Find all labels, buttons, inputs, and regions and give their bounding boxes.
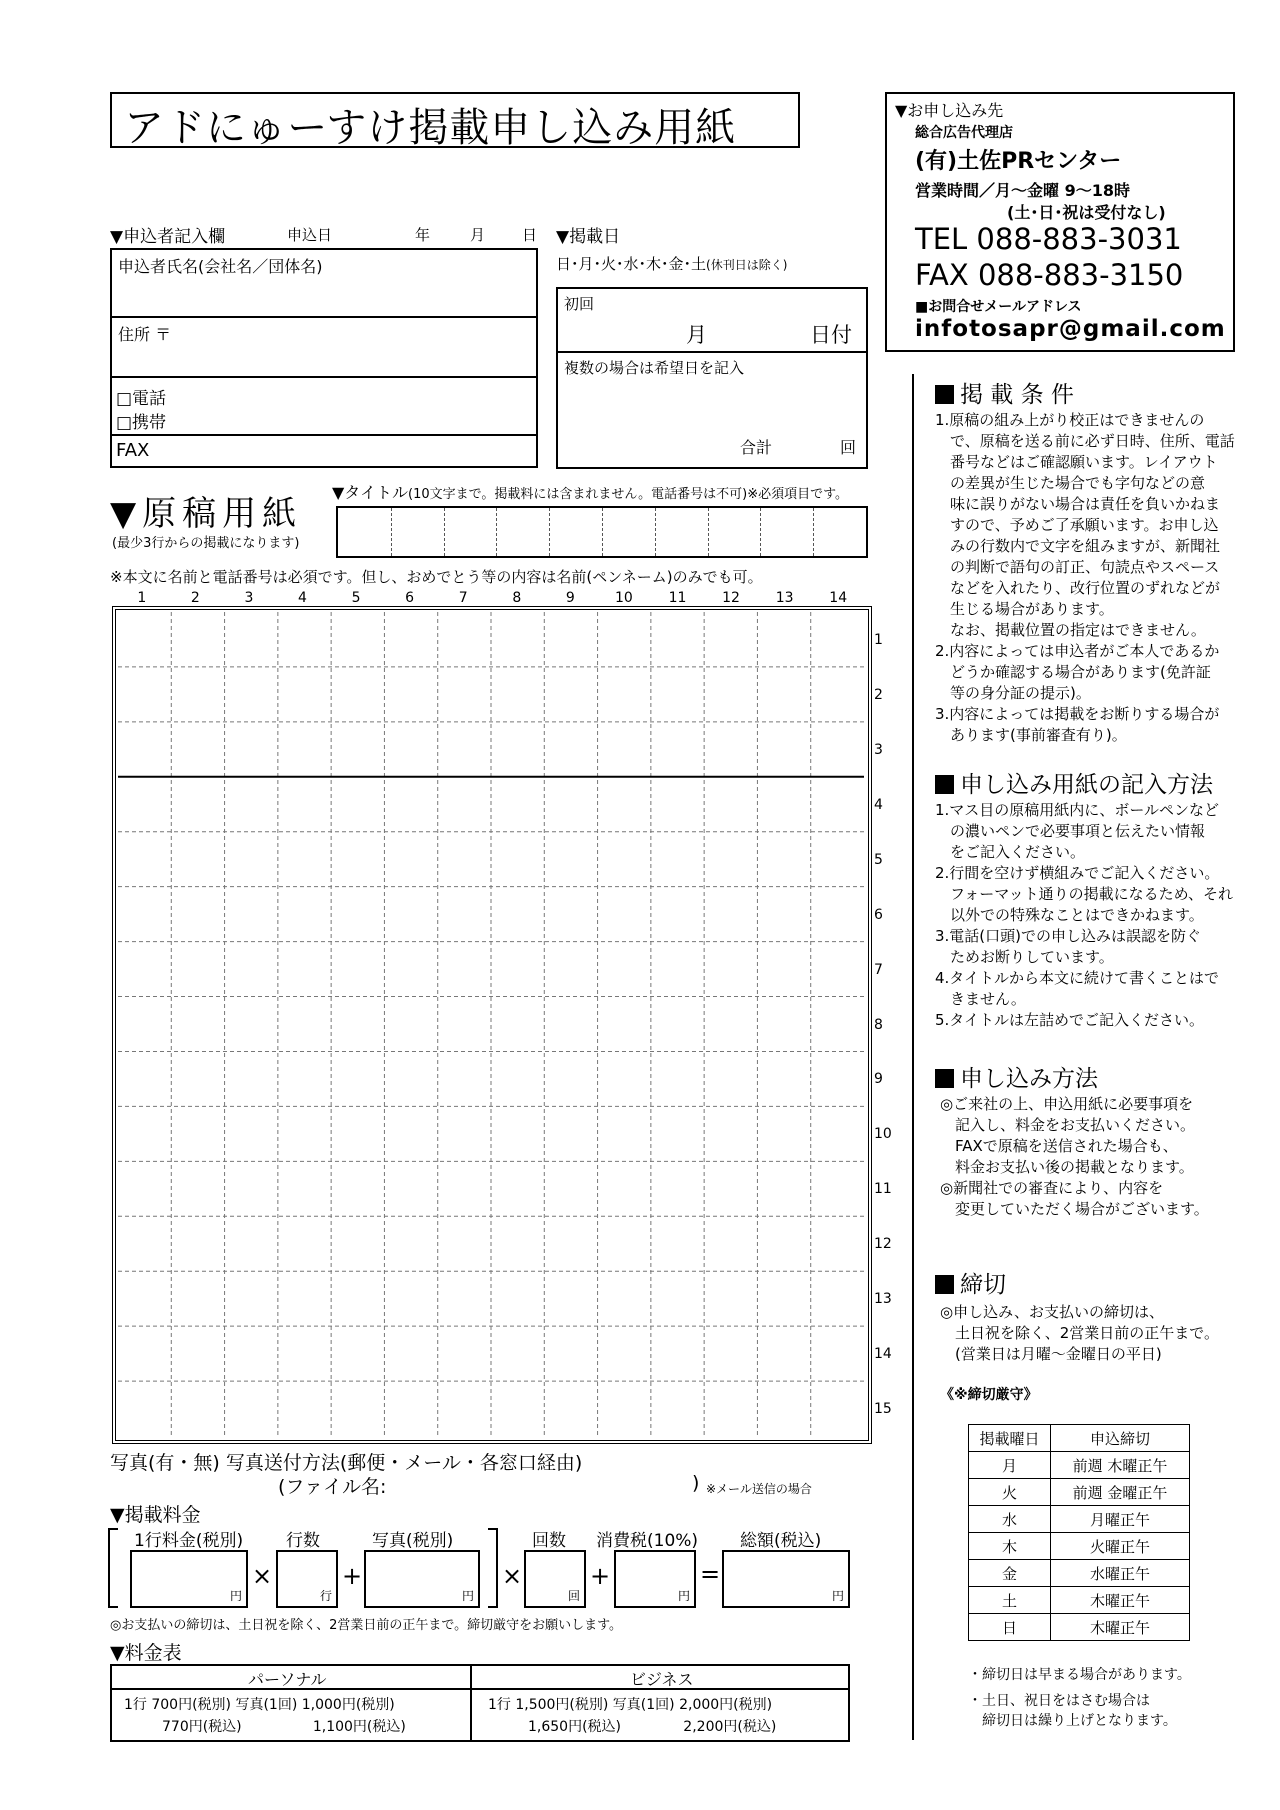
times-unit: 回 xyxy=(567,1589,580,1603)
row-number: 8 xyxy=(874,1016,883,1033)
multiple-dates-label: 複数の場合は希望日を記入 xyxy=(564,359,745,377)
conditions-header xyxy=(935,376,1074,409)
title-label-line xyxy=(332,480,848,503)
deadline-table-cell: 前週 木曜正午 xyxy=(1050,1452,1189,1479)
row-number: 2 xyxy=(874,686,883,703)
business-line1: 1行 1,500円(税別) 写真(1回) 2,000円(税別) xyxy=(488,1697,773,1713)
column-number: 4 xyxy=(298,590,307,606)
square-bullet-icon xyxy=(935,1275,954,1294)
condition-line: 味に誤りがない場合は責任を負いかねま xyxy=(935,495,1221,513)
personal-label: パーソナル xyxy=(248,1670,327,1689)
title-note: (10文字まで。掲載料には含まれません。電話番号は不可)※必須項目です。 xyxy=(408,487,849,502)
row-numbers xyxy=(872,610,902,1440)
howto-fill-line: 4.タイトルから本文に続けて書くことはで xyxy=(935,969,1220,987)
photo-file-note: ※メール送信の場合 xyxy=(706,1482,812,1496)
contact-fax: FAX 088-883-3150 xyxy=(915,258,1184,292)
times-label: 回数 xyxy=(532,1531,566,1551)
howto-apply-list xyxy=(940,1094,1209,1220)
applicant-header: ▼申込者記入欄 xyxy=(110,227,226,247)
per-line-label: 1行料金(税別) xyxy=(134,1531,244,1551)
total-input[interactable] xyxy=(722,1550,850,1608)
howto-fill-line: をご記入ください。 xyxy=(935,843,1086,861)
fee-header: ▼掲載料金 xyxy=(110,1504,201,1526)
company-name: (有)土佐PRセンター xyxy=(915,149,1122,174)
square-bullet-icon xyxy=(935,775,954,794)
price-table xyxy=(110,1664,850,1742)
deadline-table-header xyxy=(969,1425,1190,1452)
date-year: 年 xyxy=(415,226,431,244)
deadline-table-cell: 木曜正午 xyxy=(1050,1587,1189,1614)
fax-field[interactable] xyxy=(112,436,536,466)
photo-line: 写真(有・無) 写真送付方法(郵便・メール・各窓口経由) xyxy=(110,1452,583,1474)
title-cells xyxy=(338,508,866,556)
row-number: 5 xyxy=(874,851,883,868)
condition-line: の判断で語句の訂正、句読点やスペース xyxy=(935,558,1220,576)
application-date-label: 申込日 xyxy=(287,226,333,244)
column-number: 6 xyxy=(405,590,415,606)
row-number: 10 xyxy=(874,1126,892,1143)
deadline-line: 土日祝を除く、2営業日前の正午まで。 xyxy=(940,1324,1219,1342)
square-bullet-icon xyxy=(935,1069,954,1088)
fee-deadline-note: ◎お支払いの締切は、土日祝を除く、2営業日前の正午まで。締切厳守をお願いします。 xyxy=(110,1618,623,1633)
howto-fill-line: フォーマット通りの掲載になるため、それ xyxy=(935,885,1234,903)
row-number: 7 xyxy=(874,961,883,978)
lines-input[interactable] xyxy=(276,1550,338,1608)
howto-apply-line: ◎新聞社での審査により、内容を xyxy=(940,1179,1164,1197)
personal-line1: 1行 700円(税別) 写真(1回) 1,000円(税別) xyxy=(124,1697,395,1713)
deadline-table-row xyxy=(969,1479,1190,1506)
yen-unit: 円 xyxy=(461,1589,474,1603)
condition-line: で、原稿を送る前に必ず日時、住所、電話 xyxy=(935,432,1235,450)
times-operator: × xyxy=(252,1562,273,1590)
howto-apply-line: FAXで原稿を送信された場合も、 xyxy=(940,1137,1178,1155)
fax-label: FAX xyxy=(116,440,150,461)
manuscript-header: ▼原稿用紙 xyxy=(110,494,303,534)
price-table-header: ▼料金表 xyxy=(110,1642,182,1664)
body-note: ※本文に名前と電話番号は必須です。但し、おめでとう等の内容は名前(ペンネーム)のみでも可。 xyxy=(110,568,763,586)
mobile-label: □携帯 xyxy=(116,413,167,433)
deadline-table-cell: 前週 金曜正午 xyxy=(1050,1479,1189,1506)
row-number: 6 xyxy=(874,906,883,923)
business-hours-note: (土･日･祝は受付なし) xyxy=(1007,203,1166,222)
address-field[interactable] xyxy=(112,318,536,378)
price-table-header-row xyxy=(112,1688,848,1690)
howto-fill-list xyxy=(935,800,1233,1031)
howto-apply-line: 料金お支払い後の掲載となります。 xyxy=(940,1158,1194,1176)
times-operator: × xyxy=(502,1562,523,1590)
date-day: 日 xyxy=(522,226,538,244)
phone-label: □電話 xyxy=(116,389,167,409)
sidebar-divider xyxy=(912,374,914,1740)
deadline-strict: 《※締切厳守》 xyxy=(940,1387,1038,1403)
line-unit: 行 xyxy=(319,1589,332,1603)
deadline-list xyxy=(940,1302,1219,1365)
multiple-dates-field[interactable] xyxy=(558,353,866,467)
title-cell-divider xyxy=(708,508,709,556)
business-label: ビジネス xyxy=(630,1670,694,1689)
deadline-table-cell: 水曜正午 xyxy=(1050,1560,1189,1587)
tax-input[interactable] xyxy=(614,1550,696,1608)
business-hours: 営業時間／月〜金曜 9〜18時 xyxy=(915,181,1130,200)
deadline-table-cell: 金 xyxy=(969,1560,1051,1587)
deadline-table-cell: 火曜正午 xyxy=(1050,1533,1189,1560)
howto-fill-line: きません。 xyxy=(935,990,1026,1008)
lines-label: 行数 xyxy=(286,1531,320,1551)
phone-field[interactable] xyxy=(112,378,536,436)
howto-fill-line: 2.行間を空けず横組みでご記入ください。 xyxy=(935,864,1220,882)
row-number: 3 xyxy=(874,741,883,758)
condition-line: すので、予めご了承願います。お申し込 xyxy=(935,516,1219,534)
manuscript-min-note: (最少3行からの掲載になります) xyxy=(112,536,300,551)
howto-fill-line: の濃いペンで必要事項と伝えたい情報 xyxy=(935,822,1206,840)
column-number: 7 xyxy=(458,590,468,606)
contact-header: ▼お申し込み先 xyxy=(895,101,1004,120)
deadline-table-cell: 日 xyxy=(969,1614,1051,1641)
name-field[interactable] xyxy=(112,250,536,318)
photo-fee-label: 写真(税別) xyxy=(372,1531,454,1551)
howto-fill-line: 以外での特殊なことはできかねます。 xyxy=(935,906,1204,924)
personal-line2: 770円(税込) 1,100円(税込) xyxy=(162,1719,406,1735)
contact-box xyxy=(885,92,1235,352)
howto-fill-header xyxy=(935,766,1213,799)
column-number: 9 xyxy=(565,590,575,606)
publish-days xyxy=(556,253,787,274)
first-date-month: 月 xyxy=(686,323,707,347)
deadline-table-cell: 火 xyxy=(969,1479,1051,1506)
conditions-list xyxy=(935,410,1235,746)
deadline-header xyxy=(935,1266,1006,1299)
photo-file-close: ) xyxy=(692,1472,700,1494)
deadline-note-2: ・土日、祝日をはさむ場合は xyxy=(968,1693,1150,1709)
per-line-input[interactable] xyxy=(130,1550,248,1608)
title-label: ▼タイトル xyxy=(332,483,408,502)
title-cell-divider xyxy=(391,508,392,556)
deadline-table-row xyxy=(969,1506,1190,1533)
row-number: 15 xyxy=(874,1401,892,1418)
photo-file-label: (ファイル名: xyxy=(278,1476,387,1498)
deadline-table-row xyxy=(969,1533,1190,1560)
right-bracket xyxy=(488,1528,498,1608)
manuscript-grid xyxy=(118,612,864,1436)
yen-unit: 円 xyxy=(229,1589,242,1603)
column-number: 2 xyxy=(190,590,200,606)
conditions-title: 掲 載 条 件 xyxy=(960,382,1074,408)
business-line2: 1,650円(税込) 2,200円(税込) xyxy=(528,1719,777,1735)
deadline-table-row xyxy=(969,1587,1190,1614)
plus-operator: + xyxy=(342,1562,363,1590)
deadline-table-cell: 水 xyxy=(969,1506,1051,1533)
deadline-note-3: 締切日は繰り上げとなります。 xyxy=(968,1713,1177,1729)
condition-line: なお、掲載位置の指定はできません。 xyxy=(935,621,1206,639)
contact-email: infotosapr@gmail.com xyxy=(915,316,1226,342)
tax-label: 消費税(10%) xyxy=(596,1531,699,1551)
condition-line: 生じる場合があります。 xyxy=(935,600,1114,618)
agency-type: 総合広告代理店 xyxy=(915,125,1013,141)
email-label: ■お問合せメールアドレス xyxy=(915,299,1082,315)
howto-fill-line: 3.電話(口頭)での申し込みは誤認を防ぐ xyxy=(935,927,1202,945)
form-title-box xyxy=(110,92,800,151)
column-number: 3 xyxy=(244,590,254,606)
name-label: 申込者氏名(会社名／団体名) xyxy=(118,257,323,276)
deadline-line: ◎申し込み、お支払いの締切は、 xyxy=(940,1303,1164,1321)
applicant-box xyxy=(110,248,538,468)
howto-fill-line: 5.タイトルは左詰めでご記入ください。 xyxy=(935,1011,1205,1029)
deadline-table-cell: 木曜正午 xyxy=(1050,1614,1189,1641)
title-input-box[interactable] xyxy=(336,506,868,558)
column-number: 1 xyxy=(137,590,147,606)
date-month: 月 xyxy=(470,226,486,244)
publish-date-box xyxy=(556,287,868,469)
deadline-title: 締切 xyxy=(960,1272,1006,1298)
deadline-table-cell: 月 xyxy=(969,1452,1051,1479)
condition-line: などを入れたり、改行位置のずれなどが xyxy=(935,579,1221,597)
title-cell-divider xyxy=(549,508,550,556)
column-number: 5 xyxy=(351,590,361,606)
condition-line: あります(事前審査有り)。 xyxy=(935,726,1127,744)
deadline-table-head-cell: 申込締切 xyxy=(1050,1425,1189,1452)
row-number: 13 xyxy=(874,1291,892,1308)
deadline-table-head-cell: 掲載曜日 xyxy=(969,1425,1051,1452)
row-number: 1 xyxy=(874,632,883,648)
yen-unit: 円 xyxy=(831,1589,844,1603)
deadline-table-cell: 土 xyxy=(969,1587,1051,1614)
row-number: 12 xyxy=(874,1236,892,1253)
deadline-table-cell: 木 xyxy=(969,1533,1051,1560)
condition-line: 3.内容によっては掲載をお断りする場合が xyxy=(935,705,1220,723)
condition-line: 番号などはご確認願います。レイアウト xyxy=(935,453,1218,471)
condition-line: 等の身分証の提示)。 xyxy=(935,684,1091,702)
condition-line: の差異が生じた場合でも字句などの意 xyxy=(935,474,1206,492)
deadline-line: (営業日は月曜〜金曜日の平日) xyxy=(940,1345,1162,1363)
first-date-field[interactable] xyxy=(558,289,866,353)
howto-apply-line: 変更していただく場合がございます。 xyxy=(940,1200,1209,1218)
first-date-label: 初回 xyxy=(564,295,595,313)
deadline-table-cell: 月曜正午 xyxy=(1050,1506,1189,1533)
first-date-day: 日付 xyxy=(810,323,852,347)
form-title: アドにゅーすけ掲載申し込み用紙 xyxy=(124,105,737,151)
deadline-table-row xyxy=(969,1560,1190,1587)
howto-fill-title: 申し込み用紙の記入方法 xyxy=(960,772,1213,798)
price-table-divider xyxy=(470,1666,472,1740)
howto-apply-title: 申し込み方法 xyxy=(960,1066,1098,1092)
deadline-table-row xyxy=(969,1614,1190,1641)
contact-tel: TEL 088-883-3031 xyxy=(915,222,1182,256)
publish-date-header: ▼掲載日 xyxy=(556,227,621,247)
row-number: 14 xyxy=(874,1346,892,1363)
column-number: 8 xyxy=(512,590,522,606)
square-bullet-icon xyxy=(935,385,954,404)
deadline-table-row xyxy=(969,1452,1190,1479)
condition-line: 1.原稿の組み上がり校正はできませんの xyxy=(935,411,1205,429)
column-number: 12 xyxy=(722,590,740,606)
address-label: 住所 〒 xyxy=(118,325,172,344)
total-label: 合計 xyxy=(740,438,773,457)
howto-fill-line: ためお断りしています。 xyxy=(935,948,1114,966)
deadline-note-1: ・締切日は早まる場合があります。 xyxy=(968,1667,1191,1683)
photo-fee-input[interactable] xyxy=(364,1550,480,1608)
title-cell-divider xyxy=(444,508,445,556)
condition-line: どうか確認する場合があります(免許証 xyxy=(935,663,1211,681)
times-input[interactable] xyxy=(524,1550,586,1608)
total-times-unit: 回 xyxy=(840,438,857,457)
column-number: 10 xyxy=(615,590,633,606)
title-cell-divider xyxy=(602,508,603,556)
left-bracket xyxy=(108,1528,118,1608)
title-cell-divider xyxy=(760,508,761,556)
condition-line: みの行数内で文字を組みますが、新聞社 xyxy=(935,537,1221,555)
title-cell-divider xyxy=(813,508,814,556)
column-number: 14 xyxy=(829,590,848,606)
howto-fill-line: 1.マス目の原稿用紙内に、ボールペンなど xyxy=(935,801,1220,819)
howto-apply-line: 記入し、料金をお支払いください。 xyxy=(940,1116,1196,1134)
howto-apply-line: ◎ご来社の上、申込用紙に必要事項を xyxy=(940,1095,1194,1113)
row-number: 9 xyxy=(874,1071,883,1088)
plus-operator: + xyxy=(590,1562,611,1590)
yen-unit: 円 xyxy=(677,1589,690,1603)
title-cell-divider xyxy=(655,508,656,556)
row-number: 4 xyxy=(874,796,883,813)
condition-line: 2.内容によっては申込者がご本人であるか xyxy=(935,642,1220,660)
equals-operator: = xyxy=(700,1560,721,1588)
row-number: 11 xyxy=(874,1181,892,1198)
total-label: 総額(税込) xyxy=(740,1531,822,1551)
manuscript-grid-frame[interactable] xyxy=(112,606,872,1444)
publish-days-note: (休刊日は除く) xyxy=(706,258,788,272)
deadline-table xyxy=(968,1424,1190,1641)
howto-apply-header xyxy=(935,1060,1098,1093)
title-cell-divider xyxy=(496,508,497,556)
column-number: 13 xyxy=(775,590,794,606)
publish-days-list: 日･月･火･水･木･金･土 xyxy=(556,255,707,273)
column-number: 11 xyxy=(668,590,687,606)
